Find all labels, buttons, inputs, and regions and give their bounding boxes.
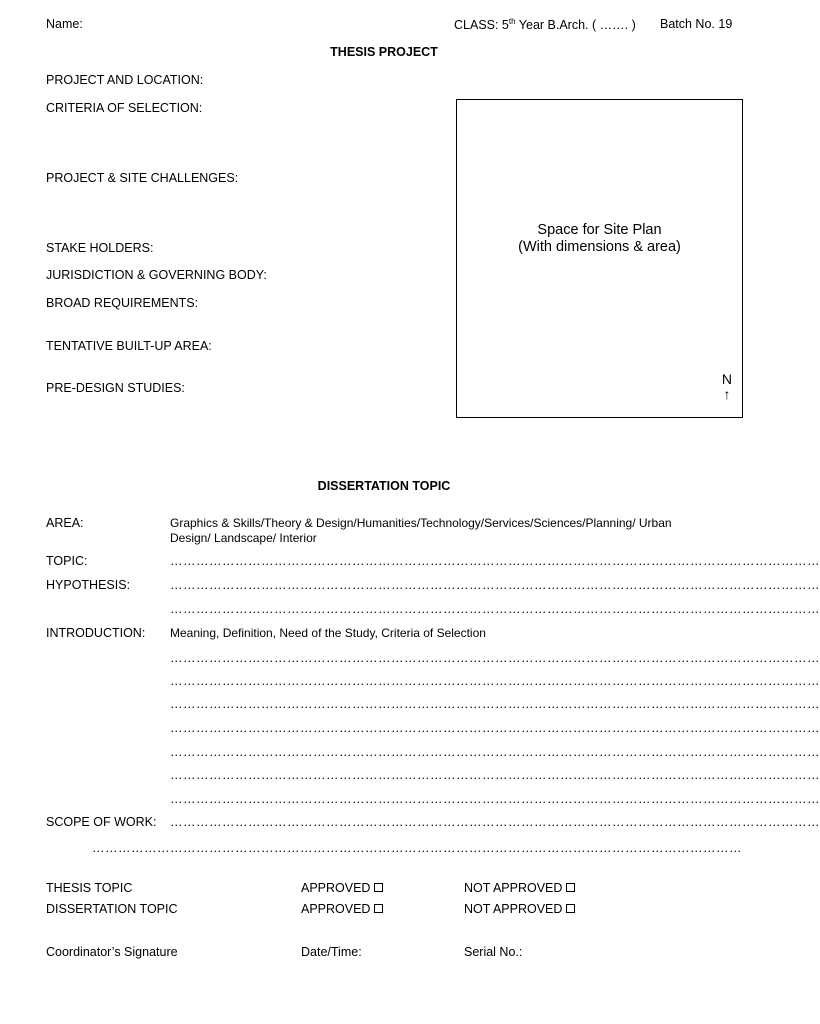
hypothesis-dotted-line-1: …………………………………………………………………………………………………………………………………… <box>170 578 820 592</box>
introduction-text: Meaning, Definition, Need of the Study, Criteria of Selection <box>170 626 486 640</box>
thesis-approved-label: APPROVED <box>301 881 371 895</box>
thesis-topic-label: THESIS TOPIC <box>46 881 133 895</box>
field-built-up-area: TENTATIVE BUILT-UP AREA: <box>46 339 212 353</box>
name-label: Name: <box>46 17 83 31</box>
north-indicator <box>722 372 732 401</box>
north-arrow-icon: ↑ <box>723 385 731 402</box>
dissertation-title: DISSERTATION TOPIC <box>317 479 451 493</box>
introduction-dotted-line-4: …………………………………………………………………………………………………………………………………… <box>170 721 820 735</box>
serial-number-label: Serial No.: <box>464 945 523 959</box>
field-stake-holders: STAKE HOLDERS: <box>46 241 154 255</box>
thesis-approved-checkbox-icon[interactable] <box>374 883 383 892</box>
scope-dotted-line-1: …………………………………………………………………………………………………………………………………… <box>170 815 820 829</box>
class-prefix: CLASS: 5 <box>454 18 509 33</box>
dissertation-not-approved-option[interactable] <box>464 902 575 917</box>
dissertation-approved-option[interactable] <box>301 902 383 917</box>
scope-label: SCOPE OF WORK: <box>46 815 157 829</box>
introduction-dotted-line-2: …………………………………………………………………………………………………………………………………… <box>170 674 820 688</box>
hypothesis-label: HYPOTHESIS: <box>46 578 131 592</box>
thesis-not-approved-option[interactable] <box>464 881 575 896</box>
site-plan-line1: Space for Site Plan <box>537 222 662 238</box>
class-info <box>454 17 636 33</box>
field-broad-requirements: BROAD REQUIREMENTS: <box>46 296 199 310</box>
coordinator-signature-label: Coordinator’s Signature <box>46 945 178 959</box>
class-sup: th <box>508 17 516 26</box>
introduction-dotted-line-6: …………………………………………………………………………………………………………………………………… <box>170 768 820 782</box>
introduction-dotted-line-3: …………………………………………………………………………………………………………………………………… <box>170 697 820 711</box>
introduction-label: INTRODUCTION: <box>46 626 146 640</box>
area-label: AREA: <box>46 516 84 530</box>
area-line1: Graphics & Skills/Theory & Design/Humanities/Technology/Services/Sciences/Planning/ Urban <box>170 516 672 530</box>
class-suffix: Year B.Arch. ( ……. ) <box>515 18 636 33</box>
scope-dotted-line-2: …………………………………………………………………………………………………………………………………… <box>92 841 742 855</box>
site-plan-box <box>456 99 743 418</box>
north-letter: N <box>721 371 732 387</box>
dissertation-topic-label: DISSERTATION TOPIC <box>46 902 178 916</box>
dissertation-not-approved-checkbox-icon[interactable] <box>566 904 575 913</box>
field-site-challenges: PROJECT & SITE CHALLENGES: <box>46 171 239 185</box>
thesis-title: THESIS PROJECT <box>330 45 438 59</box>
thesis-not-approved-label: NOT APPROVED <box>464 881 563 895</box>
dissertation-approved-label: APPROVED <box>301 902 371 916</box>
introduction-dotted-line-7: …………………………………………………………………………………………………………………………………… <box>170 792 820 806</box>
field-criteria-selection: CRITERIA OF SELECTION: <box>46 101 203 115</box>
thesis-approved-option[interactable] <box>301 881 383 896</box>
introduction-dotted-line-1: …………………………………………………………………………………………………………………………………… <box>170 651 820 665</box>
field-project-location: PROJECT AND LOCATION: <box>46 73 204 87</box>
introduction-dotted-line-5: …………………………………………………………………………………………………………………………………… <box>170 745 820 759</box>
thesis-not-approved-checkbox-icon[interactable] <box>566 883 575 892</box>
topic-label: TOPIC: <box>46 554 88 568</box>
batch-number: Batch No. 19 <box>660 17 733 31</box>
topic-dotted-line: …………………………………………………………………………………………………………………………………… <box>170 554 820 568</box>
dissertation-approved-checkbox-icon[interactable] <box>374 904 383 913</box>
site-plan-line2: (With dimensions & area) <box>518 238 681 255</box>
field-pre-design-studies: PRE-DESIGN STUDIES: <box>46 381 185 395</box>
dissertation-not-approved-label: NOT APPROVED <box>464 902 563 916</box>
site-plan-caption <box>457 222 742 255</box>
area-line2: Design/ Landscape/ Interior <box>170 531 317 545</box>
field-jurisdiction: JURISDICTION & GOVERNING BODY: <box>46 268 267 282</box>
date-time-label: Date/Time: <box>301 945 362 959</box>
hypothesis-dotted-line-2: …………………………………………………………………………………………………………………………………… <box>170 602 820 616</box>
